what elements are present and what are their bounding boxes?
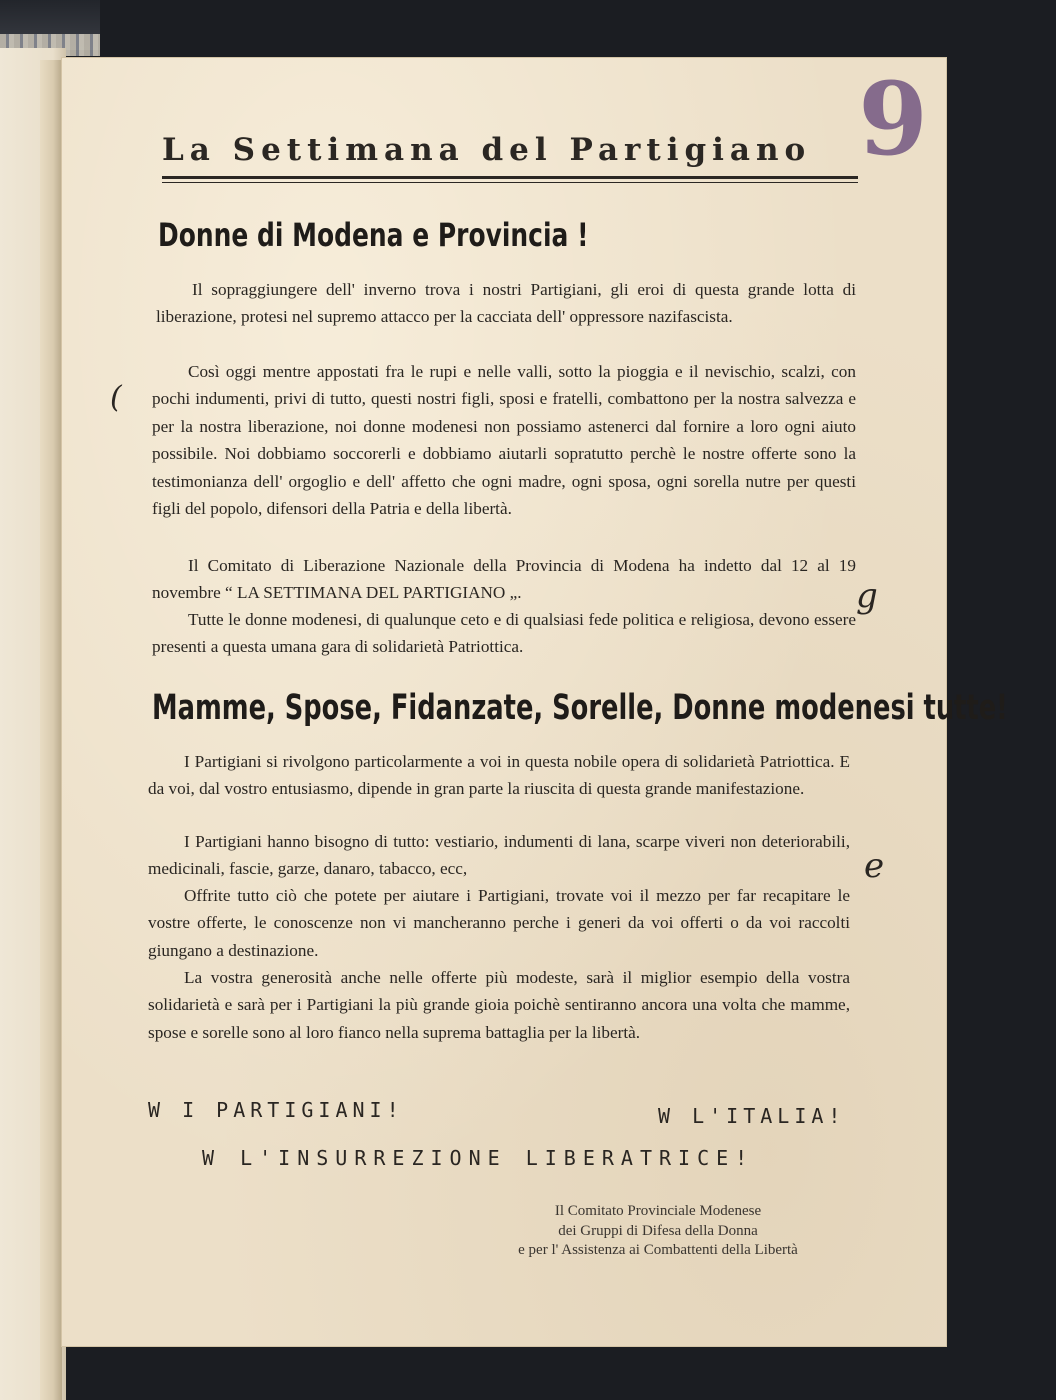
paragraph-3: Il Comitato di Liberazione Nazionale della Provincia di Modena ha indetto dal 12 al 19 novembre “ LA SETTIMANA DEL PARTIGIANO „. bbox=[152, 556, 856, 603]
signature-line-3: e per l' Assistenza ai Combattenti della Libertà bbox=[518, 1242, 798, 1258]
slogan-partigiani: W I PARTIGIANI! bbox=[148, 1098, 404, 1122]
signature-line-2: dei Gruppi di Difesa della Donna bbox=[558, 1222, 758, 1239]
masthead-rule bbox=[162, 176, 858, 179]
signature-block bbox=[472, 1202, 844, 1261]
handwritten-mark-bracket: ( bbox=[110, 380, 122, 415]
slogan-italia: W L'ITALIA! bbox=[658, 1104, 846, 1128]
masthead-rule-thin bbox=[162, 182, 858, 183]
signature-line-1: Il Comitato Provinciale Modenese bbox=[554, 1203, 762, 1219]
paragraph-4: Tutte le donne modenesi, di qualunque ceto e di qualsiasi fede politica e religiosa, devono essere presenti a questa umana gara di solidarietà Patriottica. bbox=[152, 610, 856, 657]
handwritten-mark-e: e bbox=[864, 846, 885, 886]
paragraph-7: Offrite tutto ciò che potete per aiutare i Partigiani, trovate voi il mezzo per far recapitare le vostre offerte, le conoscenze non vi mancheranno perche i generi da voi offerti o da voi raccolti giungano a destinazione. bbox=[148, 886, 850, 960]
paragraph-1: Il sopraggiungere dell' inverno trova i nostri Partigiani, gli eroi di questa grande lotta di liberazione, protesi nel supremo attacco per la cacciata dell' oppressore nazifascista. bbox=[156, 280, 856, 327]
page-number-stamp: 9 bbox=[858, 60, 928, 178]
masthead-title: La Settimana del Partigiano bbox=[162, 132, 812, 168]
paragraph-5: I Partigiani si rivolgono particolarmente a voi in questa nobile opera di solidarietà Patriottica. E da voi, dal vostro entusiasmo, dipende in gran parte la riuscita di questa grande manifestazione. bbox=[148, 752, 850, 799]
slogan-insurrezione: W L'INSURREZIONE LIBERATRICE! bbox=[202, 1146, 755, 1170]
paragraph-8: La vostra generosità anche nelle offerte più modeste, sarà il miglior esempio della vostra solidarietà e sarà per i Partigiani la più grande gioia poichè sentiranno ancora una volta che mamme, spose e sorelle sono al loro fianco nella suprema battaglia per la libertà. bbox=[148, 968, 850, 1042]
headline-mamme-spose: Mamme, Spose, Fidanzate, Sorelle, Donne modenesi tutte! bbox=[152, 688, 1008, 728]
headline-donne-di-modena: Donne di Modena e Provincia ! bbox=[158, 216, 589, 254]
document-page bbox=[62, 58, 1008, 1346]
paragraph-2: Così oggi mentre appostati fra le rupi e nelle valli, sotto la pioggia e il nevischio, scalzi, con pochi indumenti, privi di tutto, questi nostri figli, sposi e fratelli, combattono per la nostra salvezza e per la nostra liberazione, noi donne modenesi non possiamo astenerci dal fornire a loro ogni aiuto possibile. Noi dobbiamo soccorerli e dobbiamo aiutarli sopratutto perchè le nostre offerte sono la testimonianza dell' orgoglio e dell' affetto che ogni madre, ogni sposa, ogni sorella nutre per questi figli del popolo, difensori della Patria e della libertà. bbox=[152, 362, 856, 519]
handwritten-mark-g: g bbox=[856, 576, 878, 616]
paragraph-6: I Partigiani hanno bisogno di tutto: vestiario, indumenti di lana, scarpe viveri non deteriorabili, medicinali, fascie, garze, danaro, tabacco, ecc, bbox=[148, 832, 850, 879]
page-edge bbox=[40, 60, 62, 1400]
